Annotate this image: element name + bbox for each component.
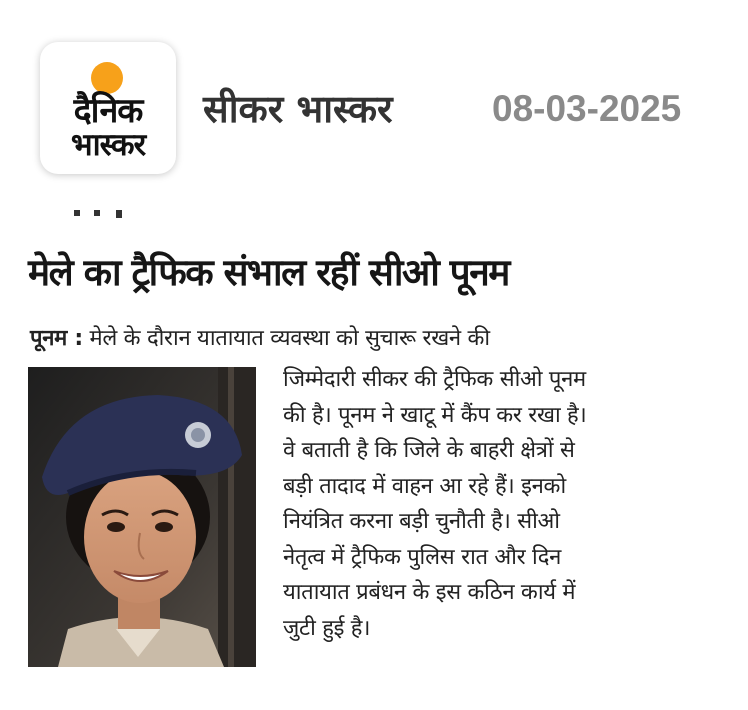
- body-line: वे बताती है कि जिले के बाहरी क्षेत्रों से: [283, 438, 575, 463]
- article-lead: [30, 322, 490, 356]
- body-line: नियंत्रित करना बड़ी चुनौती है। सीओ: [283, 509, 560, 534]
- byline-name: पूनम :: [30, 326, 83, 351]
- publication-date: 08-03-2025: [492, 88, 682, 129]
- article-body: [283, 362, 703, 646]
- clipping-edge-marks: [70, 200, 130, 224]
- logo-text-line1: दैनिक: [73, 91, 143, 131]
- body-line: जुटी हुई है।: [283, 615, 371, 641]
- newspaper-logo: [40, 42, 176, 174]
- edition-name: सीकर भास्कर: [203, 87, 393, 131]
- logo-text-line2: भास्कर: [70, 127, 146, 163]
- article-headline: मेले का ट्रैफिक संभाल रहीं सीओ पूनम: [28, 251, 509, 294]
- officer-photo: [28, 367, 256, 667]
- body-line: की है। पूनम ने खाटू में कैंप कर रखा है।: [283, 402, 587, 428]
- body-line: बड़ी तादाद में वाहन आ रहे हैं। इनको: [283, 473, 566, 499]
- sun-logo-icon: [91, 62, 123, 94]
- body-line: यातायात प्रबंधन के इस कठिन कार्य में: [283, 580, 576, 605]
- body-line: जिम्मेदारी सीकर की ट्रैफिक सीओ पूनम: [283, 367, 586, 392]
- lead-text: मेले के दौरान यातायात व्यवस्था को सुचारू रखने की: [82, 326, 490, 351]
- body-line: नेतृत्व में ट्रैफिक पुलिस रात और दिन: [283, 544, 561, 570]
